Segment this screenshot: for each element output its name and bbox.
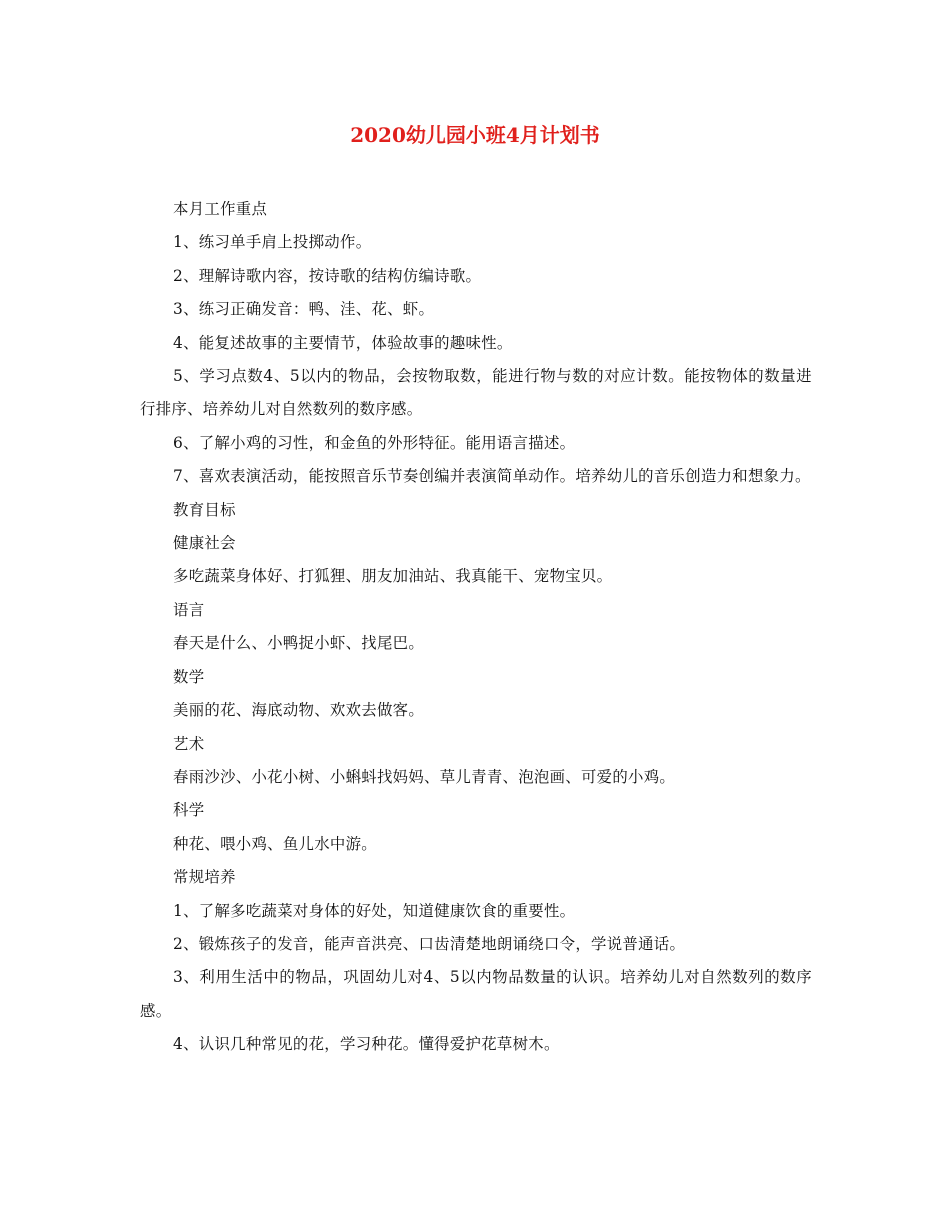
paragraph: 种花、喂小鸡、鱼儿水中游。	[173, 834, 377, 853]
subsection-heading: 语言	[173, 600, 205, 619]
subsection-heading: 艺术	[173, 734, 205, 753]
paragraph: 7、喜欢表演活动，能按照音乐节奏创编并表演简单动作。培养幼儿的音乐创造力和想象力。	[173, 467, 811, 486]
section-heading: 常规培养	[173, 868, 236, 887]
paragraph: 5、学习点数4、5以内的物品，会按物取数，能进行物与数的对应计数。能按物体的数量进行排序、培养幼儿对自然数列的数序感。	[140, 367, 812, 419]
paragraph: 4、认识几种常见的花，学习种花。懂得爱护花草树木。	[173, 1035, 560, 1054]
paragraph: 3、利用生活中的物品，巩固幼儿对4、5以内物品数量的认识。培养幼儿对自然数列的数序感。	[140, 968, 812, 1020]
subsection-heading: 数学	[173, 667, 205, 686]
paragraph: 1、练习单手肩上投掷动作。	[173, 233, 372, 252]
paragraph: 1、了解多吃蔬菜对身体的好处，知道健康饮食的重要性。	[173, 901, 576, 920]
paragraph: 多吃蔬菜身体好、打狐狸、朋友加油站、我真能干、宠物宝贝。	[173, 567, 613, 586]
paragraph: 春天是什么、小鸭捉小虾、找尾巴。	[173, 634, 425, 653]
paragraph: 春雨沙沙、小花小树、小蝌蚪找妈妈、草儿青青、泡泡画、可爱的小鸡。	[173, 767, 676, 786]
document-body	[140, 193, 812, 1062]
paragraph: 6、了解小鸡的习性，和金鱼的外形特征。能用语言描述。	[173, 433, 576, 452]
document-title: 2020幼儿园小班4月计划书	[350, 123, 600, 147]
paragraph: 本月工作重点	[173, 200, 268, 218]
paragraph: 2、理解诗歌内容，按诗歌的结构仿编诗歌。	[173, 266, 482, 285]
paragraph: 3、练习正确发音：鸭、洼、花、虾。	[173, 300, 435, 319]
section-heading: 教育目标	[173, 500, 236, 519]
paragraph: 4、能复述故事的主要情节，体验故事的趣味性。	[173, 333, 513, 352]
subsection-heading: 科学	[173, 801, 205, 820]
subsection-heading: 健康社会	[173, 534, 236, 553]
paragraph: 美丽的花、海底动物、欢欢去做客。	[173, 701, 425, 720]
paragraph: 2、锻炼孩子的发音，能声音洪亮、口齿清楚地朗诵绕口令，学说普通话。	[173, 934, 686, 953]
